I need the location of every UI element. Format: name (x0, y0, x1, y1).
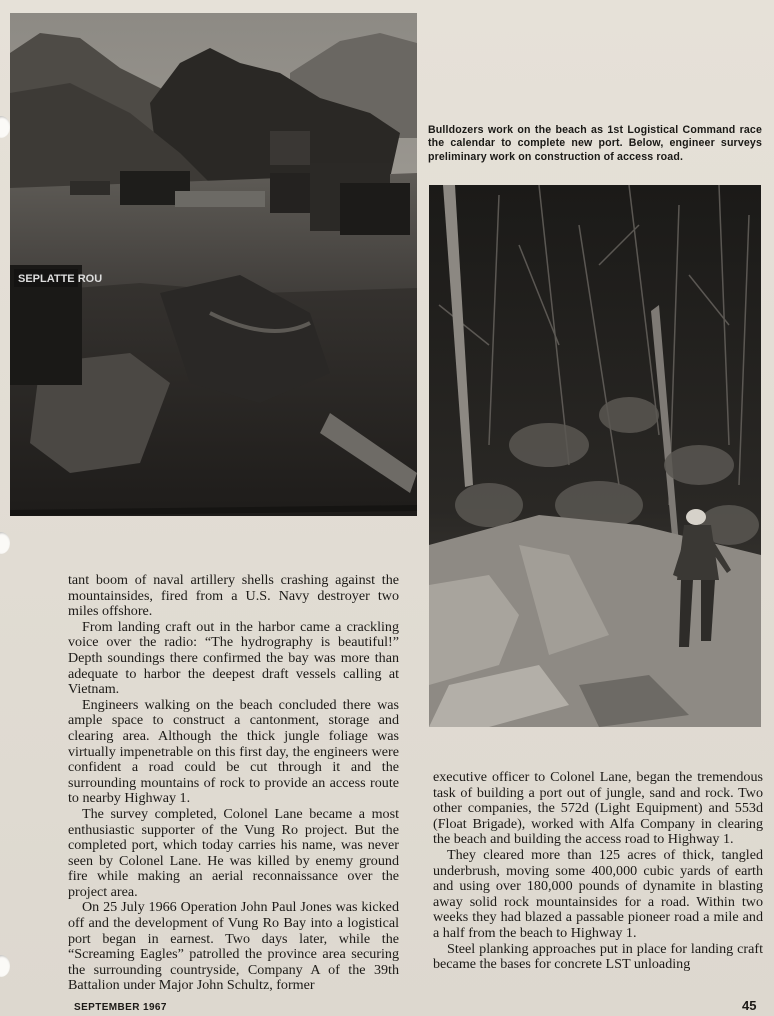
article-paragraph: Engineers walking on the beach concluded there was ample space to construct a cantonment, storage and clearing area. Although the thick jungle foliage was virtually impenetrable on this first day, the engineers were confident a road could be cut through it and the surrounding mountains of rock to provide an access route to nearby Highway 1. (68, 696, 399, 807)
article-paragraph: They cleared more than 125 acres of thick, tangled underbrush, moving some 400,000 cubic yards of earth and using over 180,000 pounds of dynamite in blasting away solid rock mountainsides for a road. Within two weeks they had blazed a passable pioneer road a mile and a half from the beach to Highway 1. (433, 846, 763, 941)
beach-sign-text: SEPLATTE ROU (18, 273, 103, 285)
issue-date: SEPTEMBER 1967 (74, 1002, 167, 1013)
article-column-right (433, 770, 763, 973)
jungle-engineer-photo (429, 185, 761, 727)
article-paragraph: The survey completed, Colonel Lane became a most enthusiastic supporter of the Vung Ro project. But the completed port, which today carries his name, was never seen by Colonel Lane. He was killed by enemy ground fire while making an aerial reconnaissance over the project area. (68, 805, 399, 900)
article-paragraph: From landing craft out in the harbor came a crackling voice over the radio: “The hydrography is beautiful!” Depth soundings there confirmed the bay was more than adequate to harbor the deepest draft vessels calling at Vietnam. (68, 618, 399, 698)
binder-hole (0, 116, 10, 138)
photo-caption: Bulldozers work on the beach as 1st Logistical Command race the calendar to complete new port. Below, engineer surveys preliminary work on construction of access road. (428, 124, 762, 163)
article-paragraph: On 25 July 1966 Operation John Paul Jones was kicked off and the development of Vung Ro Bay into a logistical port began in earnest. Two days later, while the “Screaming Eagles” patrolled the province area securing the surrounding countryside, Company A of the 39th Battalion under Major John Schultz, former (68, 899, 399, 994)
page-number: 45 (742, 998, 757, 1013)
article-paragraph: Steel planking approaches put in place for landing craft became the bases for concrete LST unloading (433, 940, 763, 973)
binder-hole (0, 532, 10, 554)
article-paragraph: tant boom of naval artillery shells crashing against the mountainsides, fired from a U.S. Navy destroyer two miles offshore. (68, 572, 399, 620)
article-column-left (68, 573, 399, 994)
article-paragraph: executive officer to Colonel Lane, began the tremendous task of building a port out of jungle, sand and rock. Two other companies, the 572d (Light Equipment) and 553d (Float Brigade), worked with Alfa Company in clearing the beach and building the access road to Highway 1. (433, 769, 763, 848)
beach-bulldozers-photo (10, 13, 417, 516)
binder-hole (0, 955, 10, 977)
